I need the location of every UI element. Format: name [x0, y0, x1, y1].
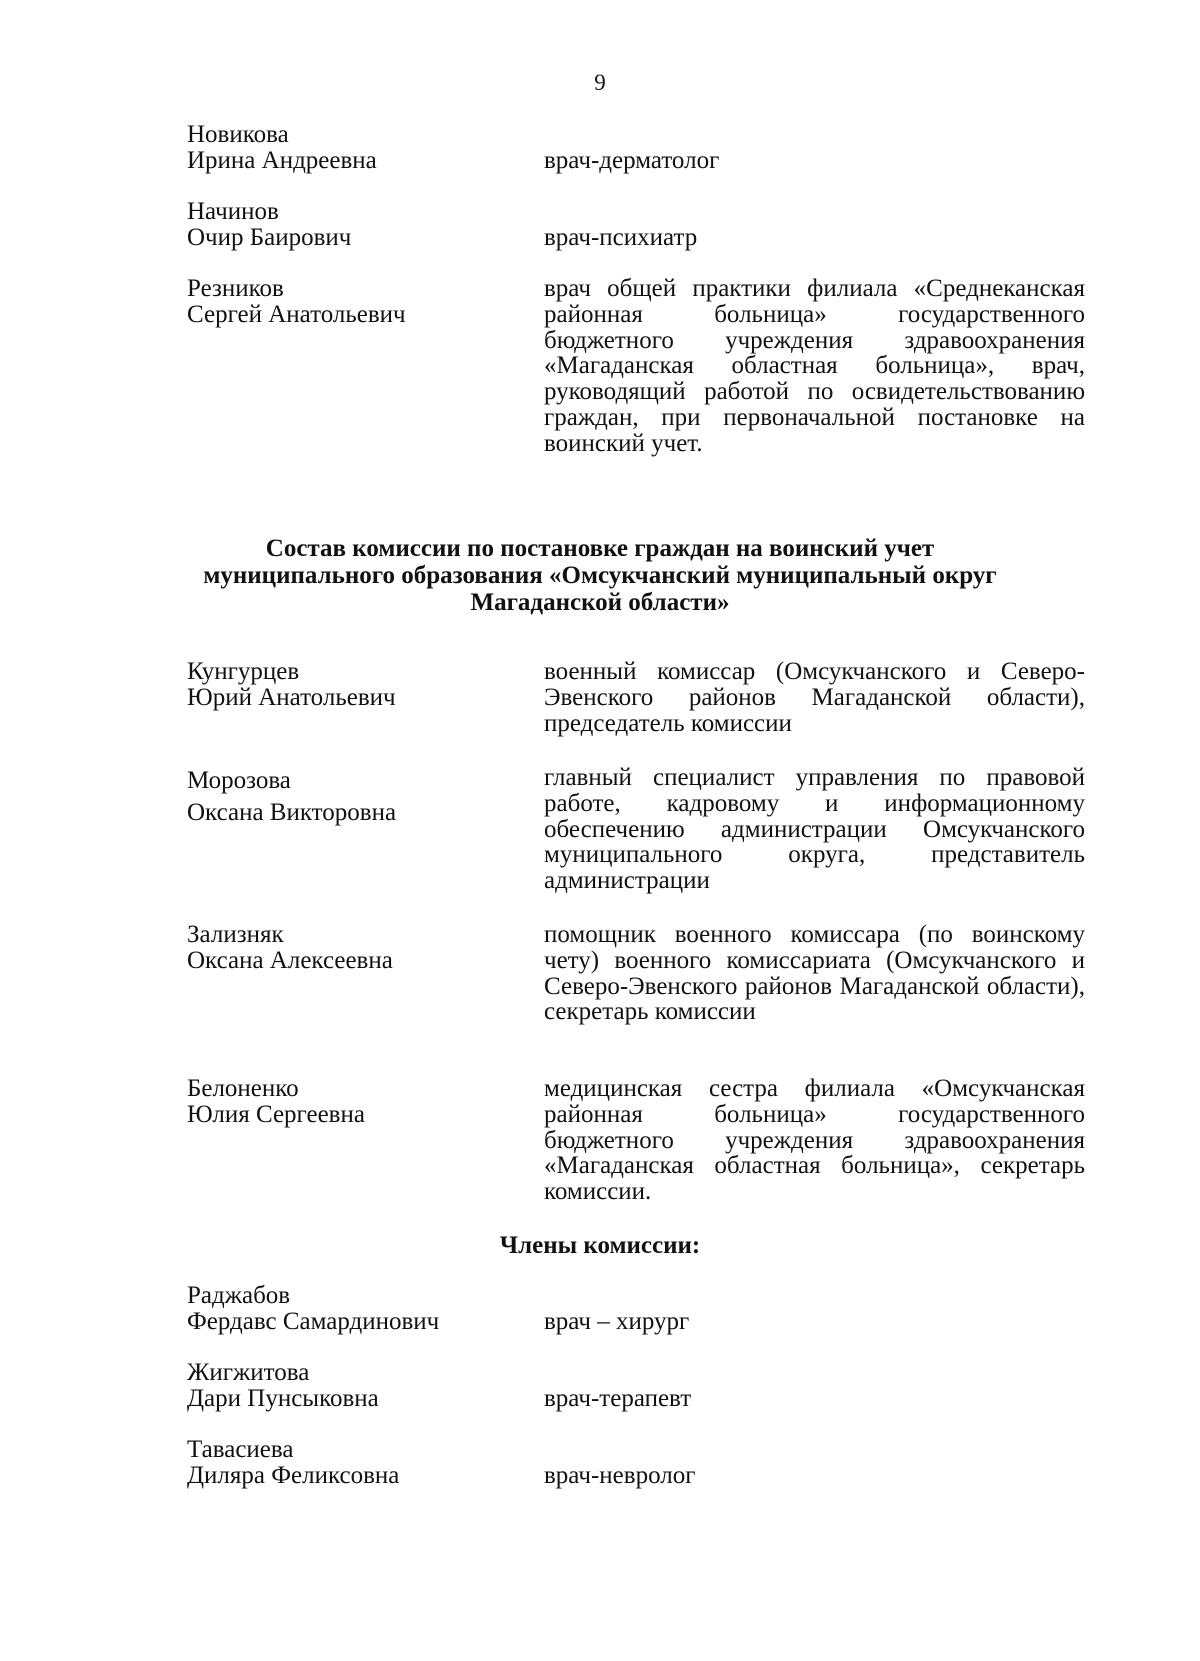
person-role: врач-дерматолог — [544, 147, 720, 174]
person-given-names: Ирина Андреевна — [187, 147, 377, 174]
person-given-names: Диляра Феликсовна — [187, 1462, 400, 1489]
person-name — [187, 922, 517, 974]
person-given-names: Очир Баирович — [187, 224, 352, 251]
person-name — [187, 1283, 517, 1335]
person-role: врач-невролог — [544, 1462, 696, 1489]
person-name — [187, 199, 517, 251]
person-role: врач – хирург — [544, 1308, 690, 1335]
person-name — [187, 122, 517, 174]
page-number: 9 — [594, 70, 606, 95]
person-given-names: Оксана Алексеевна — [187, 947, 393, 974]
person-role: главный специалист управления по правовой работе, кадровому и информационному обеспечению администрации Омсукчанского муниципального округа, представитель администрации — [544, 764, 1085, 895]
person-surname: Морозова — [187, 767, 291, 794]
person-surname: Кунгурцев — [187, 658, 300, 685]
person-surname: Тавасиева — [187, 1436, 294, 1463]
person-name — [187, 1437, 517, 1489]
person-surname: Раджабов — [187, 1282, 291, 1309]
person-given-names: Фердавс Самардинович — [187, 1308, 440, 1335]
person-given-names: Сергей Анатольевич — [187, 301, 406, 328]
person-given-names: Оксана Викторовна — [187, 799, 397, 826]
person-role: врач-психиатр — [544, 224, 698, 251]
person-role: помощник военного комиссара (по воинскому чету) военного комиссариата (Омсукчанского и Северо-Эвенского районов Магаданской области), секретарь комиссии — [544, 921, 1085, 1026]
person-role: медицинская сестра филиала «Омсукчанская районная больница» государственного бюджетного учреждения здравоохранения «Магаданская областная больница», секретарь комиссии. — [544, 1075, 1085, 1206]
person-surname: Новикова — [187, 121, 289, 148]
person-surname: Белоненко — [187, 1075, 299, 1102]
section-title-line: муниципального образования «Омсукчанский муниципальный округ — [203, 562, 997, 589]
person-given-names: Дари Пунсыковна — [187, 1385, 379, 1412]
person-name — [187, 1076, 517, 1128]
person-name — [187, 276, 517, 328]
person-role: врач общей практики филиала «Среднеканская районная больница» государственного бюджетного учреждения здравоохранения «Магаданская областная больница», врач, руководящий работой по освидетельствованию граждан, при первоначальной постановке на воинский учет. — [544, 275, 1085, 457]
section-title-line: Магаданской области» — [470, 589, 730, 616]
person-role: врач-терапевт — [544, 1385, 692, 1412]
person-surname: Начинов — [187, 198, 279, 225]
person-surname: Жигжитова — [187, 1359, 310, 1386]
person-name — [187, 659, 517, 711]
person-role: военный комиссар (Омсукчанского и Северо-Эвенского районов Магаданской области), председатель комиссии — [544, 658, 1085, 737]
person-name — [187, 765, 517, 829]
person-surname: Зализняк — [187, 921, 284, 948]
section-title — [150, 535, 1050, 616]
person-name — [187, 1360, 517, 1412]
person-given-names: Юрий Анатольевич — [187, 684, 396, 711]
person-given-names: Юлия Сергеевна — [187, 1101, 365, 1128]
members-title: Члены комиссии: — [499, 1232, 701, 1259]
section-title-line: Состав комиссии по постановке граждан на воинский учет — [265, 535, 935, 562]
person-surname: Резников — [187, 275, 284, 302]
